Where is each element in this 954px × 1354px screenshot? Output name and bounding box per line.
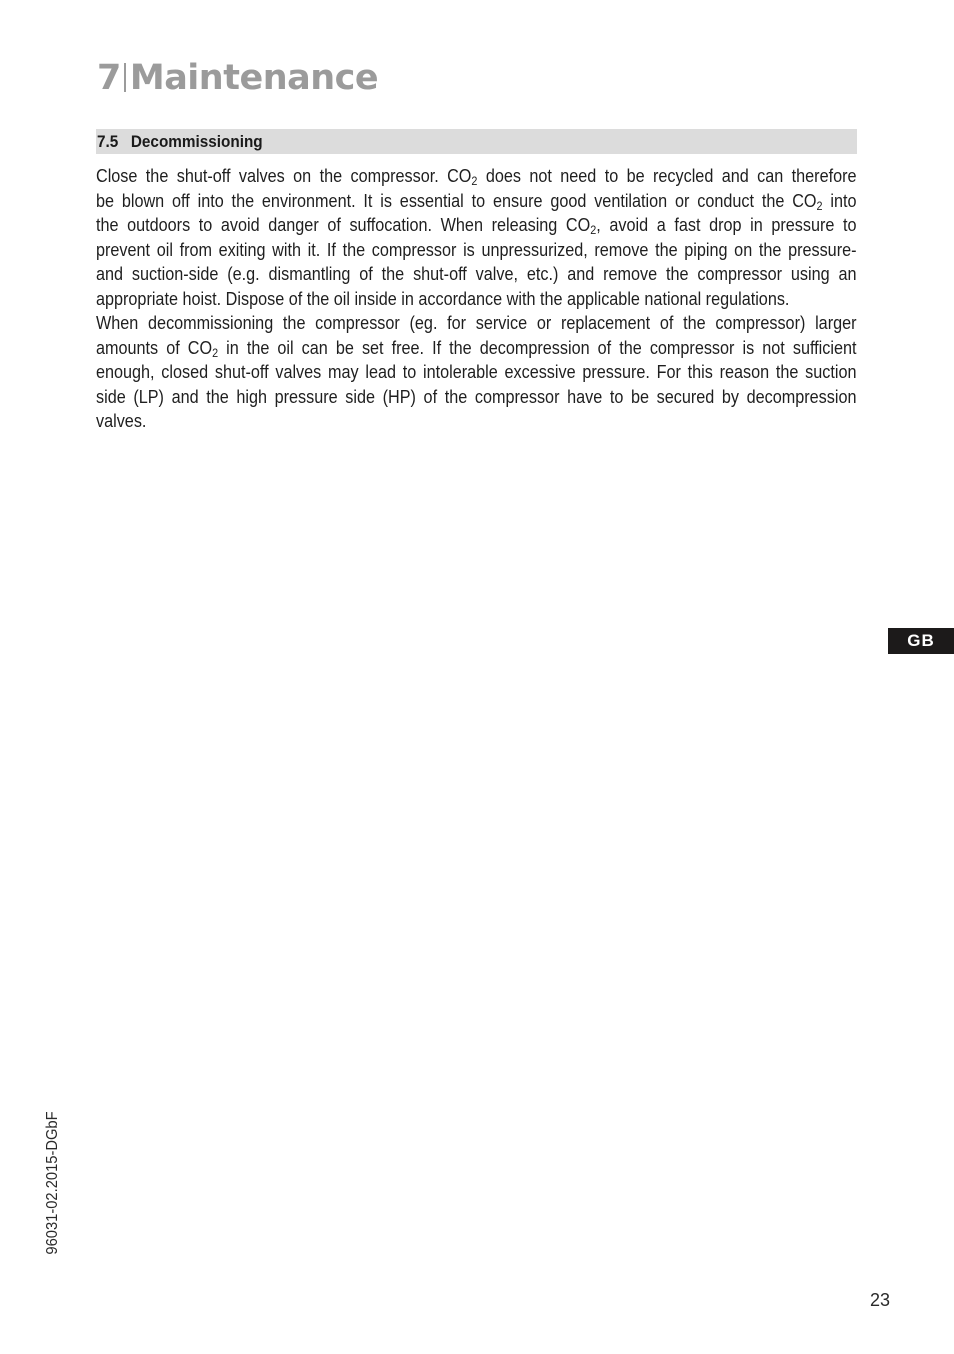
body-line: amounts of $CO_2$ in the oil can be set free. If the decompression of the compressor is not sufficient xyxy=(96,337,857,360)
body-line: appropriate hoist. Dispose of the oil inside in accordance with the applicable national regulations. xyxy=(96,288,790,309)
chapter-name: Maintenance xyxy=(129,58,379,98)
body-line: side (LP) and the high pressure side (HP) of the compressor have to be secured by decompression xyxy=(96,386,857,407)
chapter-separator xyxy=(124,63,126,92)
body-line: the outdoors to avoid danger of suffocation. When releasing $CO_2$, avoid a fast drop in pressure to xyxy=(96,215,857,237)
chapter-title xyxy=(97,56,378,100)
body-line: be blown off into the environment. It is essential to ensure good ventilation or conduct the $CO_2$ into xyxy=(96,190,857,213)
body-line: enough, closed shut-off valves may lead to intolerable excessive pressure. For this reason the suction xyxy=(96,362,857,382)
body-line: and suction-side (e.g. dismantling of the shut-off valve, etc.) and remove the compressor using an xyxy=(96,264,857,284)
section-heading xyxy=(97,130,263,153)
chapter-number: 7 xyxy=(97,58,121,98)
body-text xyxy=(96,164,857,434)
section-number: 7.5 xyxy=(97,132,119,151)
language-tab: GB xyxy=(888,628,954,654)
body-line: Close the shut-off valves on the compressor. $CO_2$ does not need to be recycled and can therefore xyxy=(96,166,857,188)
body-line: valves. xyxy=(96,411,147,431)
body-line: When decommissioning the compressor (eg. for service or replacement of the compressor) larger xyxy=(96,313,857,333)
section-title: Decommissioning xyxy=(130,132,263,151)
body-line: prevent oil from exiting with it. If the compressor is unpressurized, remove the piping on the pressure- xyxy=(96,239,857,260)
page-number: 23 xyxy=(870,1290,891,1310)
document-code: 96031-02.2015-DGbF xyxy=(44,1111,61,1255)
